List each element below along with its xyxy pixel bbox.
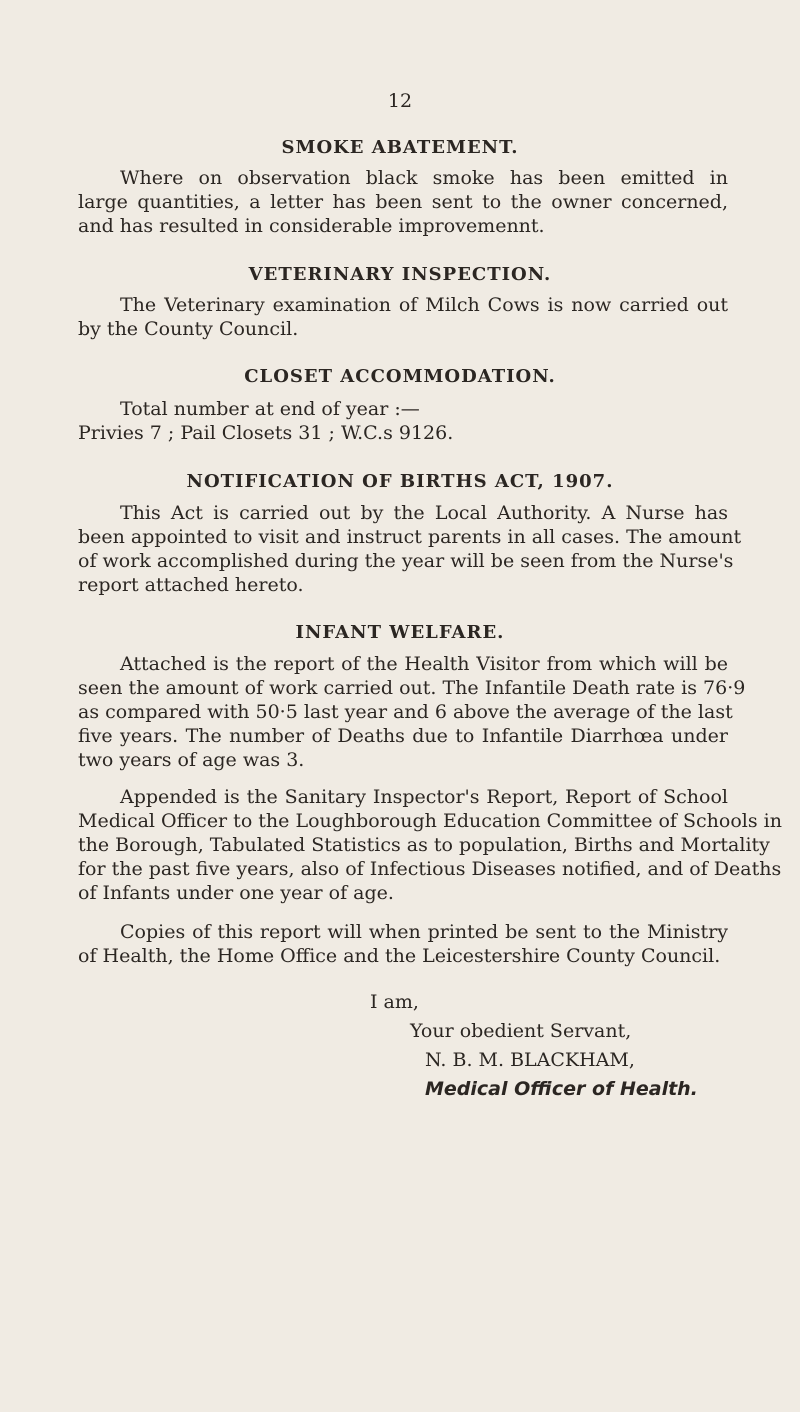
- heading-infant-welfare: INFANT WELFARE.: [295, 622, 505, 643]
- paragraph-line: of Health, the Home Office and the Leicestershire County Council.: [78, 945, 721, 967]
- paragraph-line: two years of age was 3.: [78, 749, 305, 771]
- heading-smoke-abatement: SMOKE ABATEMENT.: [281, 137, 519, 158]
- heading-closet-accommodation: CLOSET ACCOMMODATION.: [244, 366, 556, 387]
- paragraph-line: This Act is carried out by the Local Authority. A Nurse has: [120, 502, 728, 524]
- servant-line: Your obedient Servant,: [410, 1020, 632, 1042]
- closing-line: I am,: [370, 991, 419, 1013]
- page-number: 12: [387, 90, 413, 112]
- paragraph-line: Attached is the report of the Health Visitor from which will be: [120, 653, 728, 675]
- paragraph-line: of work accomplished during the year will be seen from the Nurse's: [78, 550, 734, 572]
- heading-notification-of-births-act: NOTIFICATION OF BIRTHS ACT, 1907.: [186, 471, 614, 492]
- heading-veterinary-inspection: VETERINARY INSPECTION.: [248, 264, 552, 285]
- paragraph-line: Medical Officer to the Loughborough Education Committee of Schools in: [78, 810, 782, 832]
- paragraph-line: Where on observation black smoke has been emitted in: [120, 167, 728, 189]
- paragraph-line: Total number at end of year :—: [120, 398, 420, 420]
- paragraph-line: Privies 7 ; Pail Closets 31 ; W.C.s 9126.: [78, 422, 454, 444]
- paragraph-line: by the County Council.: [78, 318, 299, 340]
- signatory-name: N. B. M. BLACKHAM,: [425, 1049, 635, 1071]
- paragraph-line: as compared with 50·5 last year and 6 above the average of the last: [78, 701, 733, 723]
- paragraph-line: The Veterinary examination of Milch Cows is now carried out: [120, 294, 728, 316]
- paragraph-line: Copies of this report will when printed be sent to the Ministry: [120, 921, 728, 943]
- paragraph-line: been appointed to visit and instruct parents in all cases. The amount: [78, 526, 742, 548]
- paragraph-line: for the past five years, also of Infectious Diseases notified, and of Deaths: [78, 858, 782, 880]
- paragraph-line: five years. The number of Deaths due to Infantile Diarrhœa under: [78, 725, 728, 747]
- paragraph-line: seen the amount of work carried out. The Infantile Death rate is 76·9: [78, 677, 746, 699]
- paragraph-line: of Infants under one year of age.: [78, 882, 394, 904]
- paragraph-line: Appended is the Sanitary Inspector's Report, Report of School: [120, 786, 728, 808]
- paragraph-line: the Borough, Tabulated Statistics as to population, Births and Mortality: [78, 834, 770, 856]
- paragraph-line: report attached hereto.: [78, 574, 304, 596]
- paragraph-line: and has resulted in considerable improvemennt.: [78, 215, 545, 237]
- signatory-title: Medical Officer of Health.: [425, 1078, 698, 1100]
- paragraph-line: large quantities, a letter has been sent to the owner concerned,: [78, 191, 728, 213]
